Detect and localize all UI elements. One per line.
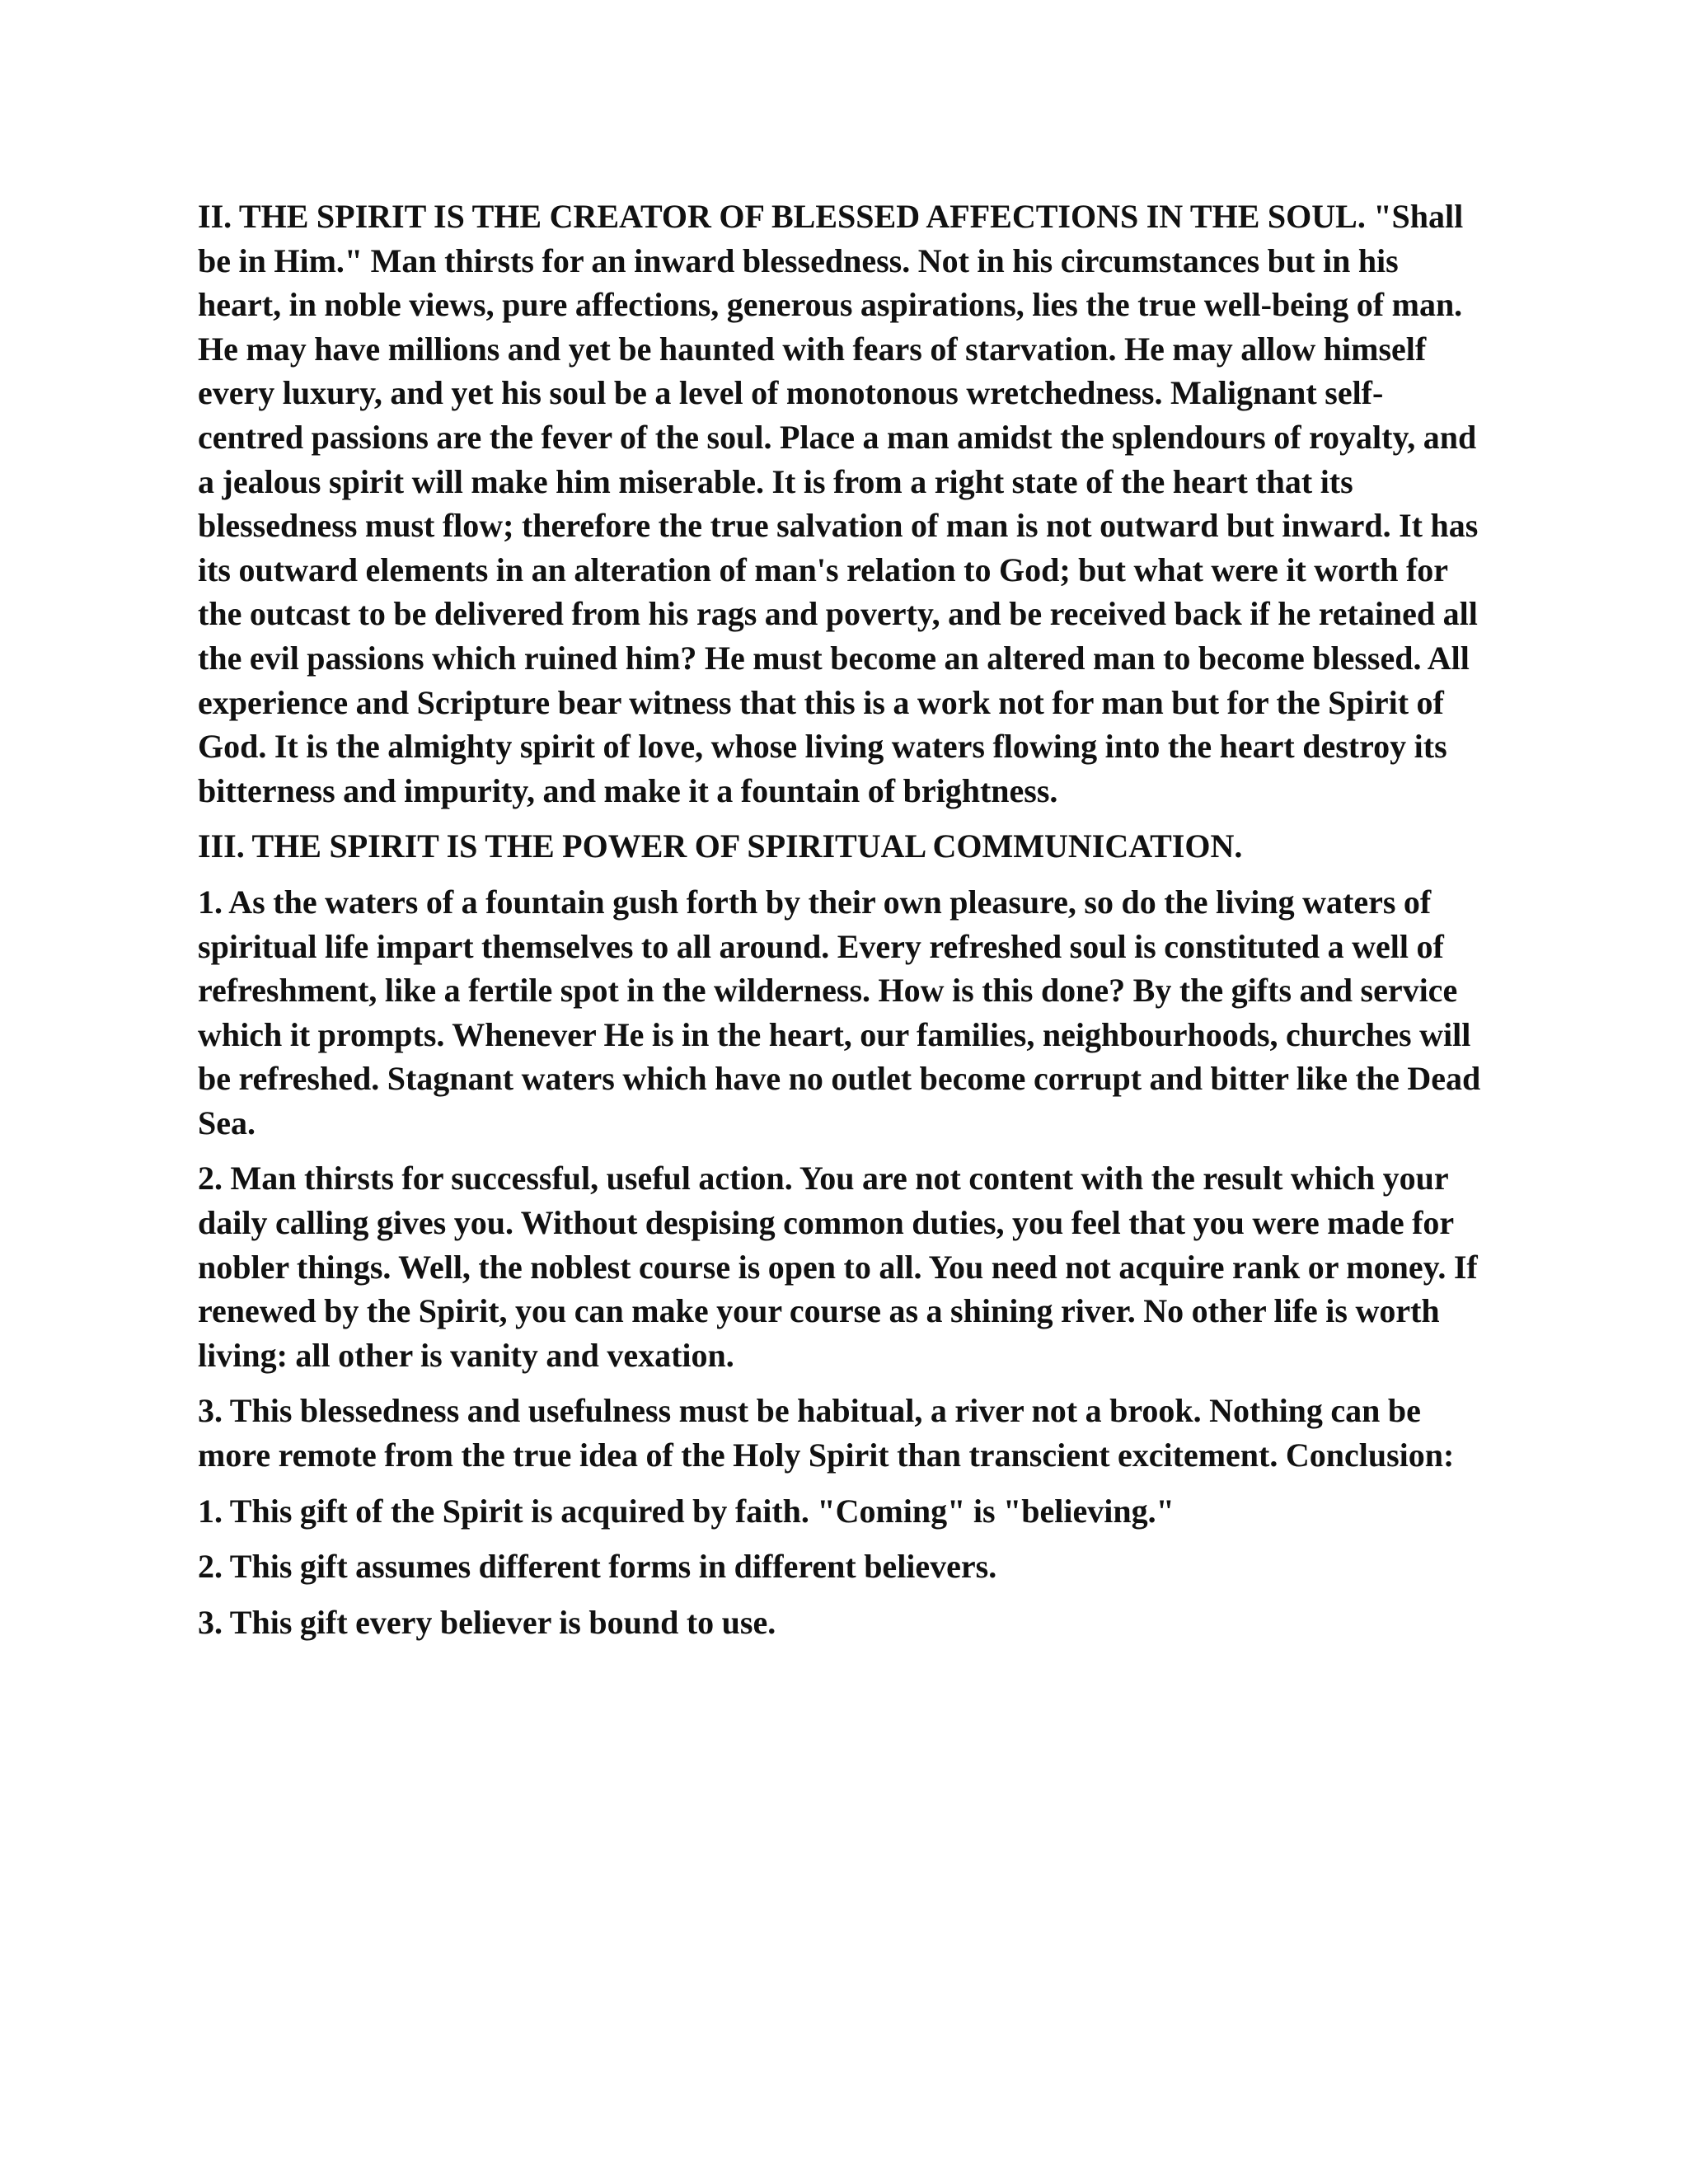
paragraph-section-two: II. THE SPIRIT IS THE CREATOR OF BLESSED AFFECTIONS IN THE SOUL. "Shall be in Him." Man thirsts for an inward blessedness. Not in his circumstances but in his heart, in noble views, pure affections, generous aspirations, lies the true well-being of man. He may have millions and yet be haunted with fears of starvation. He may allow himself every luxury, and yet his soul be a level of monotonous wretchedness. Malignant self-centred passions are the fever of the soul. Place a man amidst the splendours of royalty, and a jealous spirit will make him miserable. It is from a right state of the heart that its blessedness must flow; therefore the true salvation of man is not outward but inward. It has its outward elements in an alteration of man's relation to God; but what were it worth for the outcast to be delivered from his rags and poverty, and be received back if he retained all the evil passions which ruined him? He must become an altered man to become blessed. All experience and Scripture bear witness that this is a work not for man but for the Spirit of God. It is the almighty spirit of love, whose living waters flowing into the heart destroy its bitterness and impurity, and make it a fountain of brightness. — [198, 198, 1479, 809]
paragraph-point-three: 3. This blessedness and usefulness must be habitual, a river not a brook. Nothing can be more remote from the true idea of the Holy Spirit than transcient excitement. Conclusion: — [198, 1392, 1455, 1474]
conclusion-item-one: 1. This gift of the Spirit is acquired by faith. "Coming" is "believing." — [198, 1492, 1175, 1530]
conclusion-item-three: 3. This gift every believer is bound to use. — [198, 1603, 776, 1641]
paragraph-point-two: 2. Man thirsts for successful, useful action. You are not content with the result which your daily calling gives you. Without despising common duties, you feel that you were made for nobler things. Well, the noblest course is open to all. You need not acquire rank or money. If renewed by the Spirit, you can make your course as a shining river. No other life is worth living: all other is vanity and vexation. — [198, 1160, 1478, 1374]
conclusion-item-two: 2. This gift assumes different forms in different believers. — [198, 1548, 997, 1586]
document-body — [198, 194, 1484, 1656]
paragraph-point-one: 1. As the waters of a fountain gush forth by their own pleasure, so do the living waters of spiritual life impart themselves to all around. Every refreshed soul is constituted a well of refreshment, like a fertile spot in the wilderness. How is this done? By the gifts and service which it prompts. Whenever He is in the heart, our families, neighbourhoods, churches will be refreshed. Stagnant waters which have no outlet become corrupt and bitter like the Dead Sea. — [198, 883, 1481, 1141]
heading-section-three: III. THE SPIRIT IS THE POWER OF SPIRITUAL COMMUNICATION. — [198, 827, 1243, 865]
